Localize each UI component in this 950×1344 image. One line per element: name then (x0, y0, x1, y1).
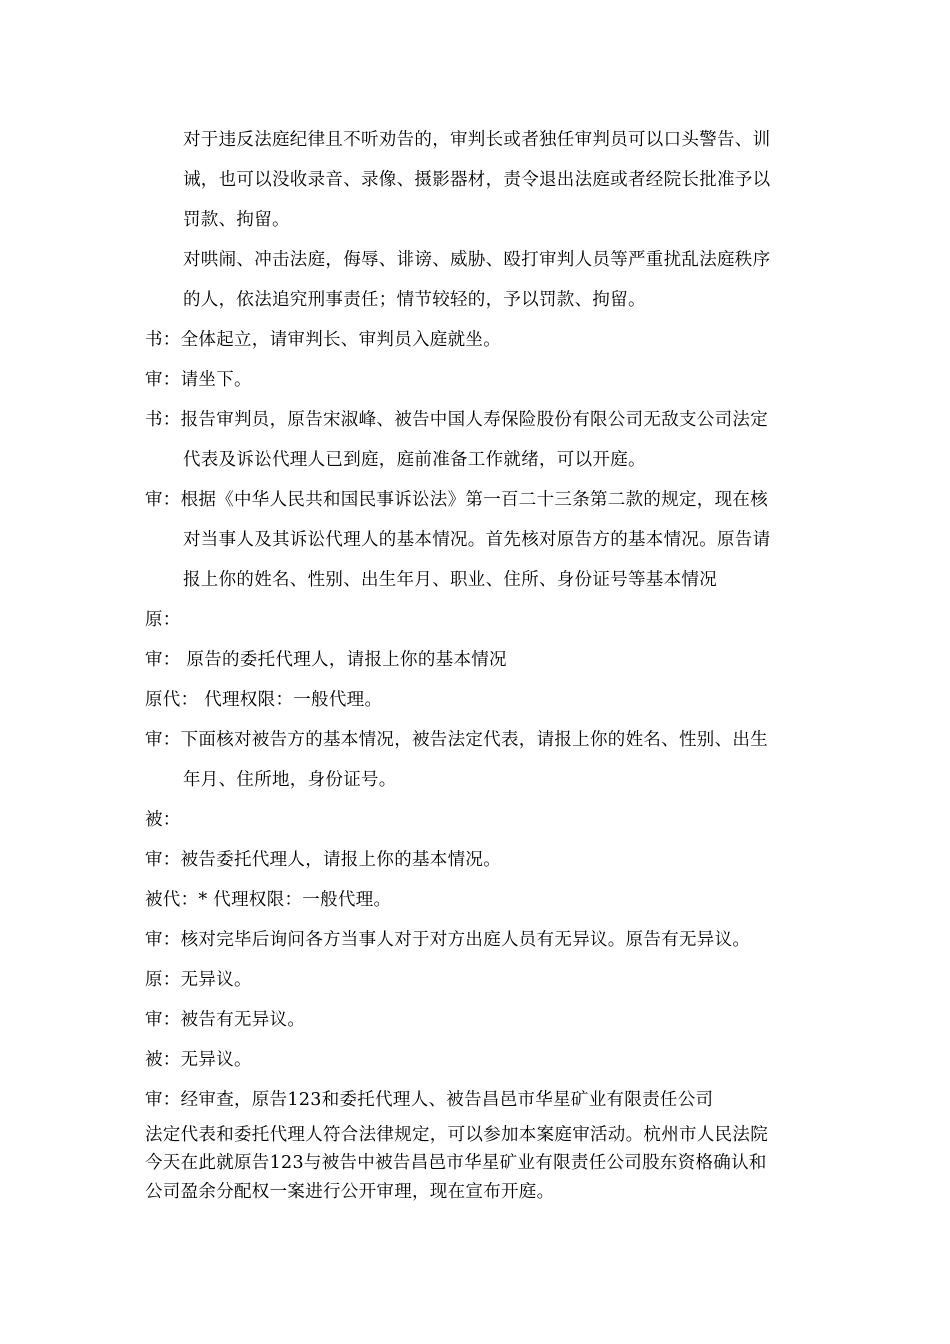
paragraph-line: 诫，也可以没收录音、录像、摄影器材，责令退出法庭或者经院长批准予以 (183, 170, 771, 190)
dialogue-line: 原： (145, 610, 181, 630)
dialogue-line: 今天在此就原告123与被告中被告昌邑市华星矿业有限责任公司股东资格确认和 (145, 1153, 767, 1173)
dialogue-line: 被：无异议。 (145, 1050, 252, 1070)
dialogue-line: 法定代表和委托代理人符合法律规定，可以参加本案庭审活动。杭州市人民法院 (145, 1125, 768, 1145)
dialogue-line: 审： 原告的委托代理人，请报上你的基本情况 (145, 650, 507, 670)
dialogue-line: 审：核对完毕后询问各方当事人对于对方出庭人员有无异议。原告有无异议。 (145, 930, 751, 950)
dialogue-line: 原：无异议。 (145, 970, 252, 990)
dialogue-line: 原代： 代理权限：一般代理。 (145, 690, 383, 710)
dialogue-line: 公司盈余分配权一案进行公开审理，现在宣布开庭。 (145, 1182, 555, 1202)
dialogue-line: 审：下面核对被告方的基本情况，被告法定代表，请报上你的姓名、性别、出生 (145, 730, 768, 750)
dialogue-line: 书：报告审判员，原告宋淑峰、被告中国人寿保险股份有限公司无敌支公司法定 (145, 410, 768, 430)
dialogue-line: 年月、住所地，身份证号。 (183, 770, 397, 790)
dialogue-line: 审：根据《中华人民共和国民事诉讼法》第一百二十三条第二款的规定，现在核 (145, 490, 768, 510)
paragraph-line: 的人，依法追究刑事责任；情节较轻的，予以罚款、拘留。 (183, 290, 646, 310)
dialogue-line: 审：经审查，原告123和委托代理人、被告昌邑市华星矿业有限责任公司 (145, 1090, 714, 1110)
dialogue-line: 对当事人及其诉讼代理人的基本情况。首先核对原告方的基本情况。原告请 (183, 530, 771, 550)
dialogue-line: 被： (145, 810, 181, 830)
paragraph-line: 罚款、拘留。 (183, 210, 290, 230)
paragraph-line: 对哄闹、冲击法庭，侮辱、诽谤、威胁、殴打审判人员等严重扰乱法庭秩序 (183, 250, 771, 270)
paragraph-line: 对于违反法庭纪律且不听劝告的，审判长或者独任审判员可以口头警告、训 (183, 130, 771, 150)
dialogue-line: 书：全体起立，请审判长、审判员入庭就坐。 (145, 330, 501, 350)
dialogue-line: 审：被告委托代理人，请报上你的基本情况。 (145, 850, 501, 870)
dialogue-line: 代表及诉讼代理人已到庭，庭前准备工作就绪，可以开庭。 (183, 450, 646, 470)
dialogue-line: 被代：* 代理权限：一般代理。 (145, 890, 392, 910)
dialogue-line: 报上你的姓名、性别、出生年月、职业、住所、身份证号等基本情况 (183, 570, 717, 590)
dialogue-line: 审：被告有无异议。 (145, 1010, 306, 1030)
dialogue-line: 审：请坐下。 (145, 370, 252, 390)
